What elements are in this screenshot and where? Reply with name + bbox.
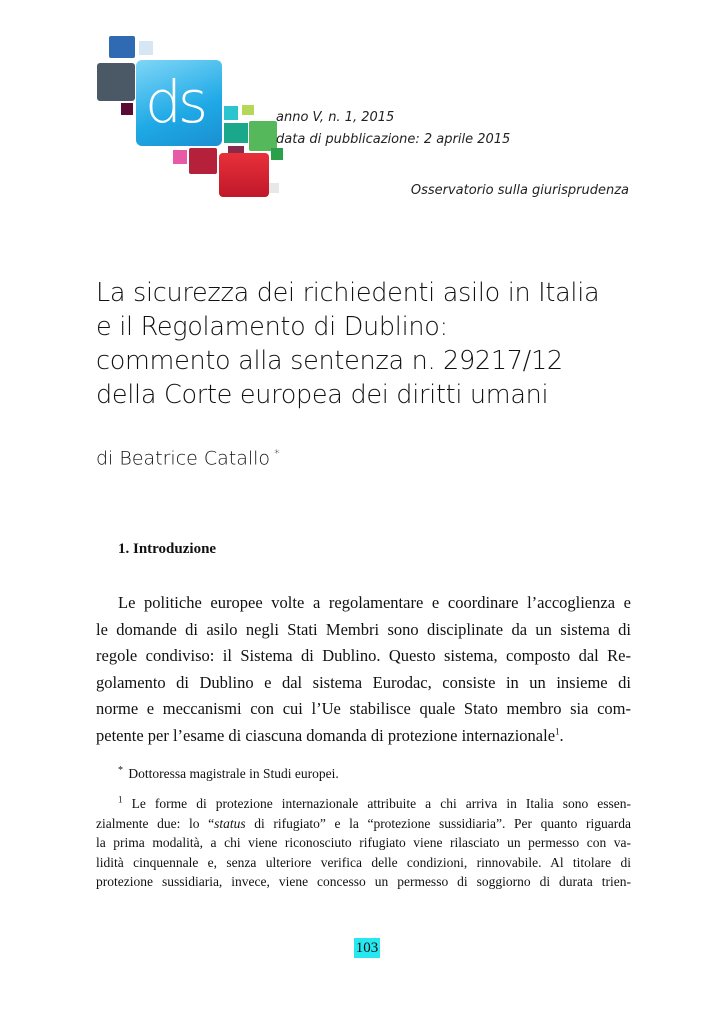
logo-square (109, 36, 135, 58)
title-line: La sicurezza dei richiedenti asilo in Italia (96, 278, 600, 308)
title-line: e il Regolamento di Dublino: (96, 312, 448, 342)
body-line-text: petente per l’esame di ciascuna domanda di protezione internazionale (96, 725, 556, 745)
logo-square (224, 123, 248, 143)
footnote-line-text: Le forme di protezione internazionale attribuite a chi arriva in Italia sono essen- (131, 796, 631, 811)
footnote-line-text: zialmente due: lo “ (96, 815, 215, 831)
body-line: Le politiche europee volte a regolamentare e coordinare l’accoglienza e (118, 593, 631, 612)
logo-wordmark: ds (145, 68, 205, 136)
title-line: commento alla sentenza n. 29217/12 (96, 346, 563, 376)
title-line: della Corte europea dei diritti umani (96, 380, 549, 410)
logo-square (249, 121, 277, 151)
page-number: 103 (355, 940, 379, 956)
author-byline (96, 447, 280, 469)
publication-date: data di pubblicazione: 2 aprile 2015 (276, 132, 511, 147)
footnote-line: la prima modalità, a chi viene riconosciuto rifugiato viene rilasciato un permesso con va- (96, 835, 631, 850)
footnote-author-text: Dottoressa magistrale in Studi europei. (128, 766, 339, 781)
footnote-line (96, 794, 631, 814)
body-line: norme e meccanismi con cui l’Ue stabilisce quale Stato membro sia com- (96, 699, 631, 718)
section-label: Osservatorio sulla giurisprudenza (410, 183, 629, 198)
footnote-ref-1[interactable]: 1 (555, 726, 560, 736)
author-name: di Beatrice Catallo (96, 447, 271, 470)
footnote-line (96, 814, 631, 834)
logo-square (219, 153, 269, 197)
issue-info: anno V, n. 1, 2015 (276, 110, 395, 125)
author-footnote-mark: * (274, 447, 280, 460)
logo-square (269, 183, 279, 193)
footnote-italic-term: status (214, 815, 246, 831)
footnote-1-number: 1 (118, 794, 123, 805)
footnote-1 (96, 794, 631, 892)
section-heading: 1. Introduzione (118, 541, 217, 557)
logo-square (121, 103, 133, 115)
logo-square (242, 105, 254, 115)
logo-square (224, 106, 238, 120)
journal-logo (93, 33, 293, 203)
footnote-author (118, 766, 339, 782)
footnote-line-text: di rifugiato” e la “protezione sussidiaria”. Per quanto riguarda (245, 815, 631, 831)
logo-square (97, 63, 135, 101)
footnote-star-mark: * (118, 764, 123, 776)
body-line: golamento di Dublino e dal sistema Eurodac, consiste in un insieme di (96, 672, 631, 692)
body-paragraph (96, 590, 631, 749)
body-line: regole condiviso: il Sistema di Dublino. Questo sistema, composto dal Re- (96, 646, 631, 665)
footnote-line: protezione sussidiaria, invece, viene concesso un permesso di soggiorno di durata trien- (96, 874, 631, 889)
article-title (96, 276, 656, 412)
footnote-line: lidità cinquennale e, senza ulteriore verifica delle condizioni, rinnovabile. Al titolare di (96, 854, 631, 870)
body-line: petente per l’esame di ciascuna domanda di protezione internazionale$^1$. (96, 725, 564, 745)
issue-meta (276, 107, 510, 151)
logo-square (139, 41, 153, 55)
body-line: le domande di asilo negli Stati Membri sono disciplinate da un sistema di (96, 619, 631, 639)
